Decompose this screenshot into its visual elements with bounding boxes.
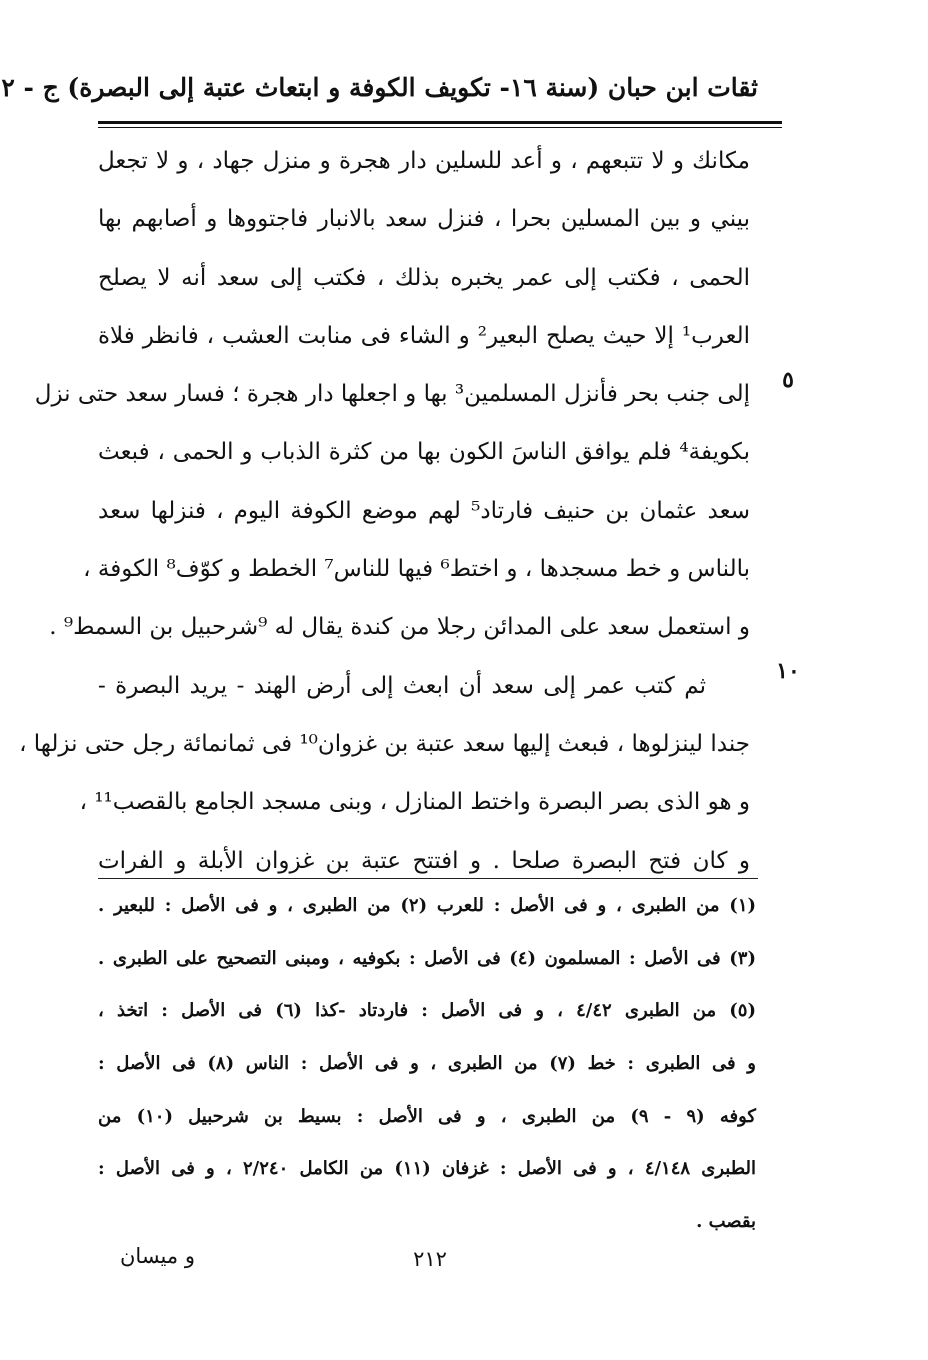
text-line-11: جندا لينزلوها ، فبعث إليها سعد عتبة بن غزوان¹⁰ فى ثمانمائة رجل حتى نزلها ، <box>19 730 750 757</box>
catchword: و ميسان <box>120 1244 195 1268</box>
footnote-line-7: بقصب . <box>696 1211 756 1233</box>
header-rule-thin <box>98 127 782 128</box>
footnote-line-5: كوفه (٩ - ٩) من الطبرى ، و فى الأصل : بسيط بن شرحبيل (١٠) من <box>98 1105 756 1127</box>
footnote-line-3: (٥) من الطبرى ٤/٤٢ ، و فى الأصل : فاردتاد -كذا (٦) فى الأصل : اتخذ ، <box>98 1000 756 1022</box>
text-line-1: مكانك و لا تتبعهم ، و أعد للسلين دار هجرة و منزل جهاد ، و لا تجعل <box>98 148 750 174</box>
line-number-10: ١٠ <box>776 658 800 684</box>
footnote-rule <box>98 878 758 879</box>
line-number-5: ٥ <box>782 367 794 393</box>
footnote-line-4: و فى الطبرى : خط (٧) من الطبرى ، و فى الأصل : الناس (٨) فى الأصل : <box>98 1053 756 1075</box>
text-line-2: بيني و بين المسلين بحرا ، فنزل سعد بالانبار فاجتووها و أصابهم بها <box>98 206 750 233</box>
footnote-line-6: الطبرى ٤/١٤٨ ، و فى الأصل : غزفان (١١) من الكامل ٢/٢٤٠ ، و فى الأصل : <box>98 1158 756 1180</box>
text-line-8: بالناس و خط مسجدها ، و اختط⁶ فيها للناس⁷ الخطط و كوّف⁸ الكوفة ، <box>83 556 750 583</box>
header-rule-thick <box>98 121 782 124</box>
text-line-4: العرب¹ إلا حيث يصلح البعير² و الشاء فى منابت العشب ، فانظر فلاة <box>98 322 750 349</box>
footnotes <box>98 880 756 1249</box>
main-text <box>19 132 750 890</box>
text-line-9: و استعمل سعد على المدائن رجلا من كندة يقال له ⁹شرحبيل بن السمط⁹ . <box>49 614 750 641</box>
text-line-13: و كان فتح البصرة صلحا . و افتتح عتبة بن غزوان الأبلة و الفرات <box>98 847 750 874</box>
text-line-10: ثم كتب عمر إلى سعد أن ابعث إلى أرض الهند - يريد البصرة - <box>98 672 706 699</box>
text-line-7: سعد عثمان بن حنيف فارتاد⁵ لهم موضع الكوفة اليوم ، فنزلها سعد <box>98 497 750 524</box>
text-line-5: إلى جنب بحر فأنزل المسلمين³ بها و اجعلها دار هجرة ؛ فسار سعد حتى نزل <box>34 381 750 408</box>
running-header: ثقات ابن حبان (سنة ١٦- تكويف الكوفة و ابتعاث عتبة إلى البصرة) ج - ٢ <box>1 73 758 102</box>
footnote-line-2: (٣) فى الأصل : المسلمون (٤) فى الأصل : بكوفيه ، ومبنى التصحيح على الطبرى . <box>98 947 756 969</box>
footnote-line-1: (١) من الطبرى ، و فى الأصل : للعرب (٢) من الطبرى ، و فى الأصل : للبعير . <box>98 895 757 916</box>
text-line-6: بكويفة⁴ فلم يوافق الناسَ الكون بها من كثرة الذباب و الحمى ، فبعث <box>98 439 750 466</box>
text-line-12: و هو الذى بصر البصرة واختط المنازل ، وبنى مسجد الجامع بالقصب¹¹ ، <box>79 789 750 816</box>
page-number: ٢١٢ <box>413 1247 447 1271</box>
text-line-3: الحمى ، فكتب إلى عمر يخبره بذلك ، فكتب إلى سعد أنه لا يصلح <box>98 264 750 291</box>
